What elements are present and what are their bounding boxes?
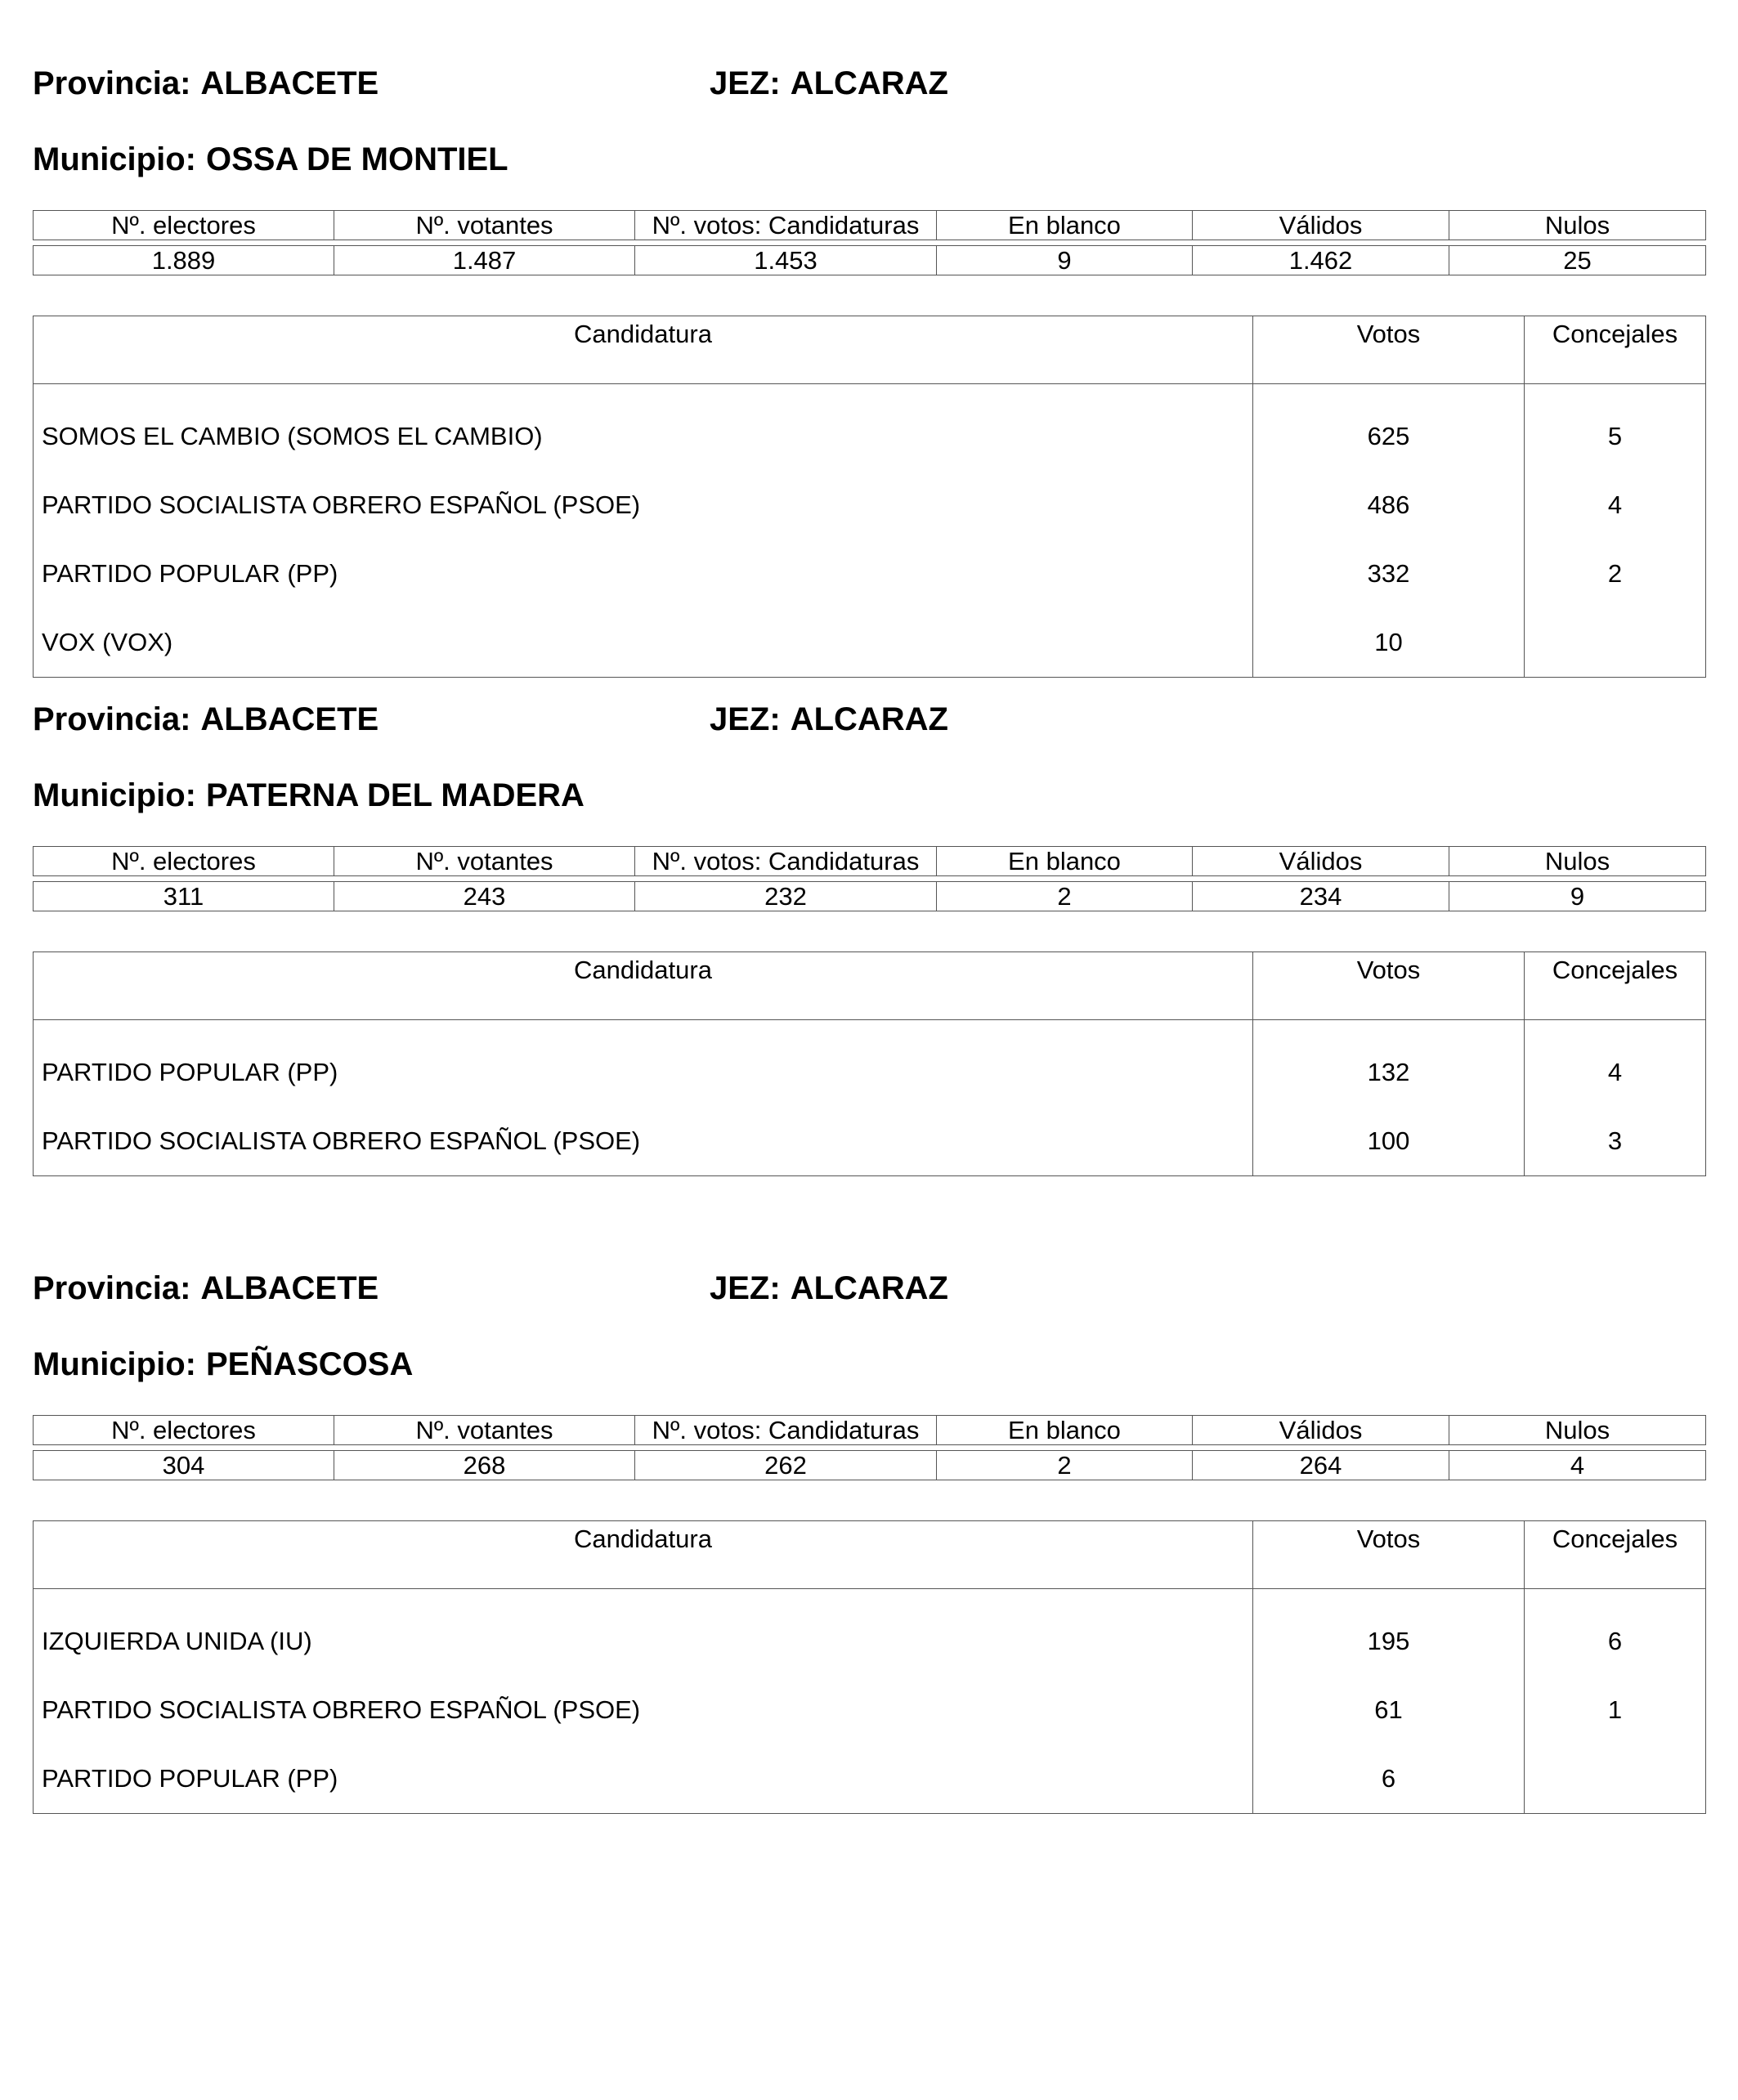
stats-header: En blanco — [937, 847, 1193, 876]
table-row — [34, 1020, 1706, 1108]
stats-value-row — [34, 882, 1706, 911]
candidatura-name: PARTIDO SOCIALISTA OBRERO ESPAÑOL (PSOE) — [34, 471, 1253, 540]
stats-header: Nº. votos: Candidaturas — [635, 847, 937, 876]
stats-value: 311 — [34, 882, 334, 911]
candidatura-name: VOX (VOX) — [34, 608, 1253, 678]
concejales-value — [1525, 1744, 1706, 1814]
jez-heading: JEZ: ALCARAZ — [710, 701, 948, 737]
candidatura-name: PARTIDO SOCIALISTA OBRERO ESPAÑOL (PSOE) — [34, 1676, 1253, 1744]
stats-value: 4 — [1449, 1451, 1706, 1480]
votos-value: 332 — [1253, 540, 1525, 608]
stats-value: 9 — [1449, 882, 1706, 911]
stats-value: 268 — [334, 1451, 635, 1480]
stats-value: 262 — [635, 1451, 937, 1480]
candidatura-name: PARTIDO SOCIALISTA OBRERO ESPAÑOL (PSOE) — [34, 1107, 1253, 1176]
stats-value: 234 — [1193, 882, 1449, 911]
concejales-value — [1525, 608, 1706, 678]
jez-value: ALCARAZ — [790, 701, 948, 737]
table-row — [34, 1107, 1706, 1176]
concejales-header: Concejales — [1525, 316, 1706, 384]
stats-header: Nº. votantes — [334, 847, 635, 876]
table-row — [34, 384, 1706, 472]
stats-header: Válidos — [1193, 1416, 1449, 1445]
stats-header: Nº. votos: Candidaturas — [635, 211, 937, 240]
votos-value: 195 — [1253, 1589, 1525, 1677]
stats-header: Nº. electores — [34, 847, 334, 876]
stats-table — [33, 846, 1706, 911]
stats-value: 304 — [34, 1451, 334, 1480]
stats-value: 2 — [937, 882, 1193, 911]
stats-header: En blanco — [937, 1416, 1193, 1445]
concejales-value: 3 — [1525, 1107, 1706, 1176]
stats-header: Nulos — [1449, 211, 1706, 240]
table-row — [34, 1676, 1706, 1744]
provincia-heading: Provincia: ALBACETE — [33, 701, 379, 737]
provincia-heading: Provincia: ALBACETE — [33, 1270, 379, 1306]
provincia-heading: Provincia: ALBACETE — [33, 65, 379, 101]
candidatura-name: IZQUIERDA UNIDA (IU) — [34, 1589, 1253, 1677]
concejales-value: 4 — [1525, 1020, 1706, 1108]
table-row — [34, 608, 1706, 678]
stats-header: Nº. votantes — [334, 1416, 635, 1445]
concejales-header: Concejales — [1525, 952, 1706, 1020]
concejales-value: 1 — [1525, 1676, 1706, 1744]
municipio-value: OSSA DE MONTIEL — [205, 141, 508, 177]
votos-header: Votos — [1253, 952, 1525, 1020]
concejales-value: 4 — [1525, 471, 1706, 540]
candidatura-name: PARTIDO POPULAR (PP) — [34, 1020, 1253, 1108]
votos-value: 625 — [1253, 384, 1525, 472]
stats-header: En blanco — [937, 211, 1193, 240]
stats-header: Nulos — [1449, 1416, 1706, 1445]
candidatura-name: PARTIDO POPULAR (PP) — [34, 540, 1253, 608]
provincia-value: ALBACETE — [200, 1270, 379, 1306]
stats-header: Nº. electores — [34, 1416, 334, 1445]
table-row — [34, 540, 1706, 608]
stats-value: 9 — [937, 246, 1193, 275]
votos-value: 6 — [1253, 1744, 1525, 1814]
votos-header: Votos — [1253, 1521, 1525, 1589]
stats-value: 1.487 — [334, 246, 635, 275]
candidatura-header: Candidatura — [34, 316, 1253, 384]
stats-header: Válidos — [1193, 211, 1449, 240]
stats-table — [33, 210, 1706, 275]
municipio-heading: Municipio: PEÑASCOSA — [33, 1346, 414, 1382]
municipio-heading: Municipio: PATERNA DEL MADERA — [33, 777, 585, 813]
candidatura-name: SOMOS EL CAMBIO (SOMOS EL CAMBIO) — [34, 384, 1253, 472]
table-row — [34, 1744, 1706, 1814]
votos-value: 132 — [1253, 1020, 1525, 1108]
provincia-value: ALBACETE — [200, 65, 379, 101]
candidaturas-table — [33, 316, 1706, 678]
concejales-value: 6 — [1525, 1589, 1706, 1677]
candidatura-name: PARTIDO POPULAR (PP) — [34, 1744, 1253, 1814]
jez-value: ALCARAZ — [790, 65, 948, 101]
stats-table — [33, 1415, 1706, 1480]
stats-header: Nº. electores — [34, 211, 334, 240]
concejales-value: 5 — [1525, 384, 1706, 472]
jez-value: ALCARAZ — [790, 1270, 948, 1306]
candidatura-header: Candidatura — [34, 952, 1253, 1020]
votos-value: 486 — [1253, 471, 1525, 540]
concejales-header: Concejales — [1525, 1521, 1706, 1589]
stats-value: 1.889 — [34, 246, 334, 275]
stats-header: Nulos — [1449, 847, 1706, 876]
candidaturas-table — [33, 951, 1706, 1176]
stats-header-row — [34, 211, 1706, 240]
stats-header-row — [34, 1416, 1706, 1445]
concejales-value: 2 — [1525, 540, 1706, 608]
stats-value-row — [34, 1451, 1706, 1480]
votos-value: 10 — [1253, 608, 1525, 678]
table-row — [34, 1589, 1706, 1677]
municipio-heading: Municipio: OSSA DE MONTIEL — [33, 141, 508, 177]
stats-header-row — [34, 847, 1706, 876]
stats-value: 243 — [334, 882, 635, 911]
stats-header: Nº. votantes — [334, 211, 635, 240]
stats-header: Nº. votos: Candidaturas — [635, 1416, 937, 1445]
municipio-value: PEÑASCOSA — [205, 1346, 414, 1382]
votos-header: Votos — [1253, 316, 1525, 384]
votos-value: 61 — [1253, 1676, 1525, 1744]
stats-value: 1.453 — [635, 246, 937, 275]
stats-value: 25 — [1449, 246, 1706, 275]
jez-heading: JEZ: ALCARAZ — [710, 65, 948, 101]
votos-value: 100 — [1253, 1107, 1525, 1176]
stats-value: 2 — [937, 1451, 1193, 1480]
stats-value: 232 — [635, 882, 937, 911]
stats-value: 264 — [1193, 1451, 1449, 1480]
stats-header: Válidos — [1193, 847, 1449, 876]
stats-value-row — [34, 246, 1706, 275]
municipio-value: PATERNA DEL MADERA — [205, 777, 585, 813]
candidatura-header: Candidatura — [34, 1521, 1253, 1589]
candidaturas-table — [33, 1520, 1706, 1814]
stats-value: 1.462 — [1193, 246, 1449, 275]
provincia-value: ALBACETE — [200, 701, 379, 737]
jez-heading: JEZ: ALCARAZ — [710, 1270, 948, 1306]
table-row — [34, 471, 1706, 540]
